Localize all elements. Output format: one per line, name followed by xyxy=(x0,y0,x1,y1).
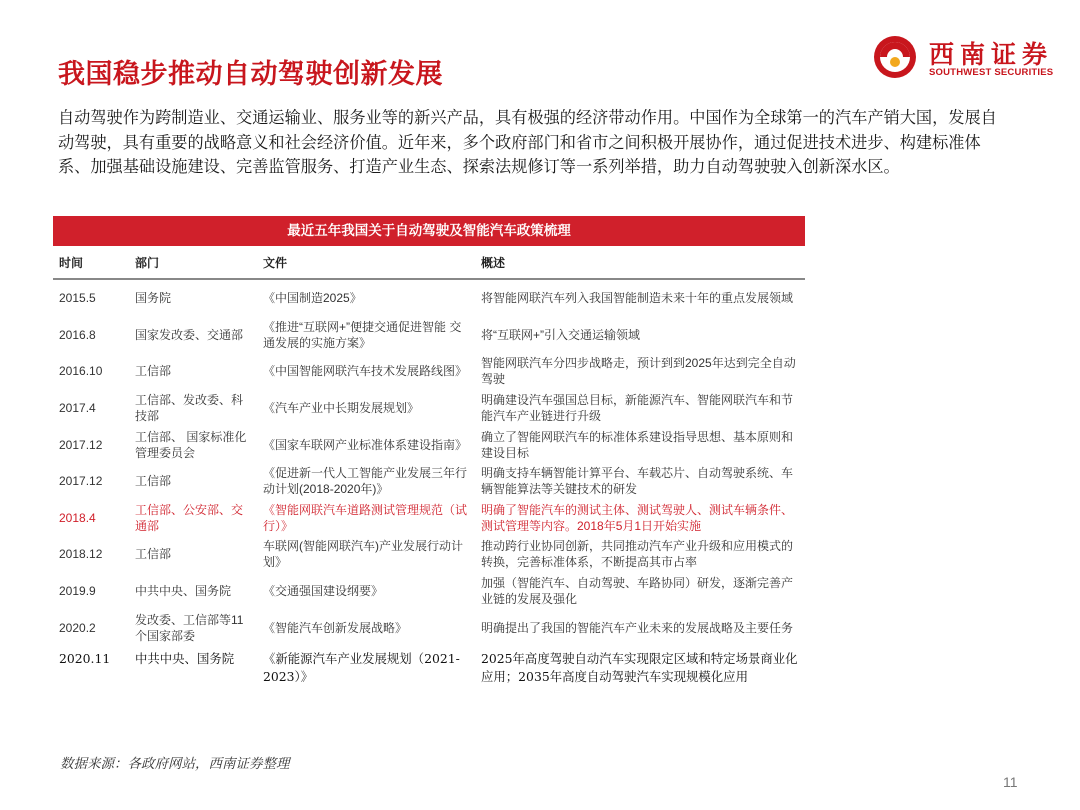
header-department: 部门 xyxy=(129,246,257,279)
cell-time: 2018.4 xyxy=(59,510,96,525)
cell-document: 《中国制造2025》 xyxy=(263,291,362,306)
policy-table xyxy=(53,246,805,698)
table-title: 最近五年我国关于自动驾驶及智能汽车政策梳理 xyxy=(53,216,805,246)
table-row-highlighted xyxy=(53,500,805,537)
table-row xyxy=(53,463,805,500)
cell-summary: 明确提出了我国的智能汽车产业未来的发展战略及主要任务 xyxy=(481,620,794,635)
cell-summary: 明确建设汽车强国总目标，新能源汽车、智能网联汽车和节能汽车产业链进行升级 xyxy=(481,393,794,424)
cell-department: 中共中央、国务院 xyxy=(135,650,235,666)
cell-document: 《中国智能网联汽车技术发展路线图》 xyxy=(263,364,468,379)
header-document: 文件 xyxy=(257,246,475,279)
table-row xyxy=(53,279,805,317)
table-row xyxy=(53,646,805,698)
intro-paragraph: 自动驾驶作为跨制造业、交通运输业、服务业等的新兴产品，具有极强的经济带动作用。中国作为全球第一的汽车产销大国，发展自动驾驶，具有重要的战略意义和社会经济价值。近年来，多个政府部门和省市之间积极开展协作，通过促进技术进步、构建标准体系、加强基础设施建设、完善监管服务、打造产业生态、探索法规修订等一系列举措，助力自动驾驶驶入创新深水区。 xyxy=(58,108,997,176)
cell-document: 《交通强国建设纲要》 xyxy=(263,584,384,599)
cell-time: 2019.9 xyxy=(59,584,96,599)
cell-department: 工信部、发改委、科技部 xyxy=(135,393,244,424)
page-number: 11 xyxy=(1003,774,1018,790)
cell-summary: 明确支持车辆智能计算平台、车载芯片、自动驾驶系统、车辆智能算法等关键技术的研发 xyxy=(481,466,794,497)
cell-time: 2020.11 xyxy=(59,650,111,666)
cell-time: 2017.12 xyxy=(59,474,103,489)
cell-time: 2017.4 xyxy=(59,401,96,416)
cell-time: 2016.10 xyxy=(59,364,103,379)
table-row xyxy=(53,609,805,646)
logo-mark-icon xyxy=(873,35,917,79)
cell-document: 《国家车联网产业标准体系建设指南》 xyxy=(263,437,468,452)
table-header-row xyxy=(53,246,805,279)
cell-summary: 2025年高度驾驶自动汽车实现限定区域和特定场景商业化应用；2035年高度自动驾驶汽车实现规模化应用 xyxy=(481,650,798,684)
table-row xyxy=(53,573,805,610)
header-time: 时间 xyxy=(53,246,129,279)
cell-department: 国务院 xyxy=(135,291,172,306)
cell-document: 《智能汽车创新发展战略》 xyxy=(263,620,408,635)
cell-department: 工信部、 国家标准化管理委员会 xyxy=(135,429,247,460)
cell-document: 《新能源汽车产业发展规划（2021-2023）》 xyxy=(263,650,460,684)
cell-summary: 智能网联汽车分四步战略走，预计到到2025年达到完全自动驾驶 xyxy=(481,356,796,387)
cell-department: 中共中央、国务院 xyxy=(135,584,232,599)
company-logo xyxy=(873,33,1063,81)
cell-time: 2015.5 xyxy=(59,291,96,306)
cell-summary: 将“互联网+”引入交通运输领域 xyxy=(481,327,641,342)
cell-document: 《汽车产业中长期发展规划》 xyxy=(263,401,420,416)
cell-time: 2018.12 xyxy=(59,547,103,562)
policy-table-container xyxy=(53,216,805,698)
table-row xyxy=(53,536,805,573)
cell-summary: 明确了智能汽车的测试主体、测试驾驶人、测试车辆条件、测试管理等内容。2018年5月1日开始实施 xyxy=(481,502,794,533)
cell-summary: 确立了智能网联汽车的标准体系建设指导思想、基本原则和建设目标 xyxy=(481,429,794,460)
cell-time: 2017.12 xyxy=(59,437,103,452)
header-summary: 概述 xyxy=(475,246,805,279)
logo-chinese-name: 西南证券 xyxy=(929,40,1054,69)
cell-document: 《智能网联汽车道路测试管理规范（试行）》 xyxy=(263,502,468,533)
cell-department: 发改委、工信部等11个国家部委 xyxy=(135,612,244,643)
table-row xyxy=(53,390,805,427)
page-title: 我国稳步推动自动驾驶创新发展 xyxy=(58,59,443,90)
cell-department: 工信部 xyxy=(135,364,172,379)
table-row xyxy=(53,353,805,390)
table-row xyxy=(53,426,805,463)
cell-document: 《推进“互联网+”便捷交通促进智能 交通发展的实施方案》 xyxy=(263,319,462,350)
cell-department: 工信部 xyxy=(135,474,172,489)
cell-document: 《促进新一代人工智能产业发展三年行动计划(2018-2020年)》 xyxy=(263,466,468,497)
cell-time: 2016.8 xyxy=(59,327,96,342)
cell-summary: 将智能网联汽车列入我国智能制造未来十年的重点发展领域 xyxy=(481,291,794,306)
cell-department: 国家发改委、交通部 xyxy=(135,327,244,342)
logo-english-name: SOUTHWEST SECURITIES xyxy=(929,67,1054,78)
cell-time: 2020.2 xyxy=(59,620,96,635)
cell-summary: 推动跨行业协同创新，共同推动汽车产业升级和应用模式的转换，完善标准体系，不断提高其市占率 xyxy=(481,539,794,570)
table-row xyxy=(53,317,805,354)
cell-department: 工信部 xyxy=(135,547,172,562)
data-source-note: 数据来源：各政府网站，西南证券整理 xyxy=(60,756,290,772)
cell-department: 工信部、公安部、交通部 xyxy=(135,502,244,533)
cell-document: 车联网(智能网联汽车)产业发展行动计划》 xyxy=(263,539,463,570)
cell-summary: 加强（智能汽车、自动驾驶、车路协同）研发，逐渐完善产业链的发展及强化 xyxy=(481,576,794,607)
